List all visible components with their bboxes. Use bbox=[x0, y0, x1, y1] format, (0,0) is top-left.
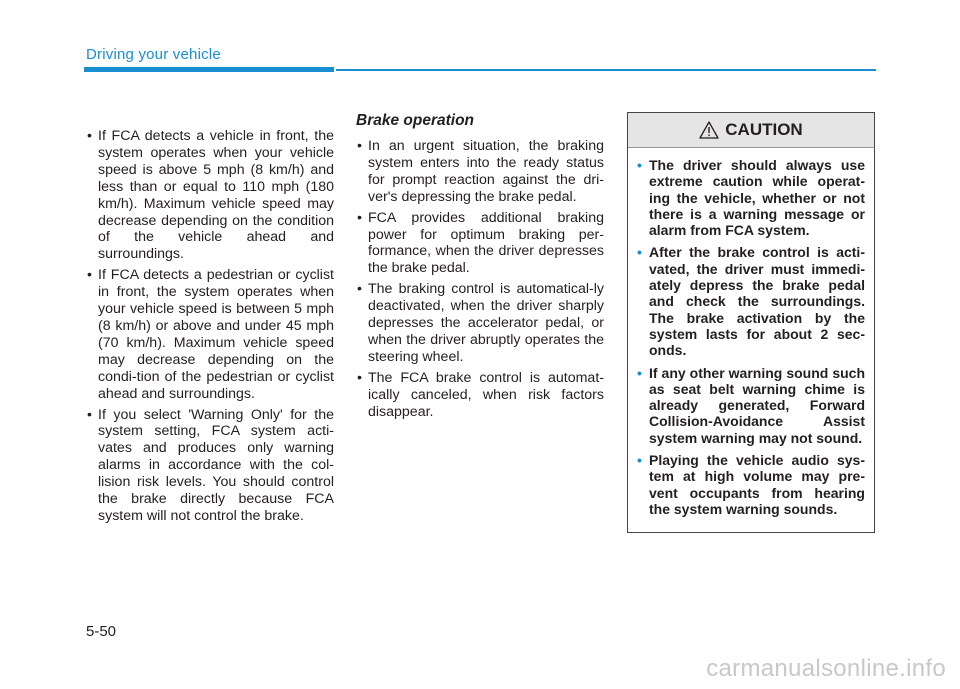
list-item: • Playing the vehicle audio sys-tem at high volume may pre-vent occupants from hearing the system warning sounds. bbox=[637, 452, 865, 517]
caution-box bbox=[627, 112, 875, 533]
list-item: • After the brake control is acti-vated, the driver must immedi-ately depress the brake pedal and check the surroundings. The brake activation by the system lasts for about 2 sec-onds. bbox=[637, 244, 865, 358]
warning-triangle-icon bbox=[699, 121, 719, 139]
list-item: • The FCA brake control is automat-ically canceled, when risk factors disappear. bbox=[356, 370, 604, 421]
bullet-list-middle bbox=[356, 138, 604, 421]
caution-title: CAUTION bbox=[725, 120, 803, 139]
header-rule-thin bbox=[336, 69, 876, 71]
list-item: • The braking control is automatical-ly deactivated, when the driver sharply depresses the accelerator pedal, or when the driver abruptly operates the steering wheel. bbox=[356, 281, 604, 366]
list-item: • If you select 'Warning Only' for the system setting, FCA system acti-vates and produces only warning alarms in accordance with the col-lision risk levels. You should control the brake directly because FCA system will not control the brake. bbox=[86, 407, 334, 525]
caution-header bbox=[628, 113, 874, 148]
section-title: Driving your vehicle bbox=[86, 46, 221, 63]
bullet-list-left bbox=[86, 128, 334, 525]
column-middle bbox=[356, 112, 604, 425]
page-number: 5-50 bbox=[86, 623, 117, 640]
column-left bbox=[86, 128, 334, 529]
list-item: • If any other warning sound such as seat belt warning chime is already generated, Forward Collision-Avoidance Assist system warning may not sound. bbox=[637, 365, 865, 446]
list-item: • FCA provides additional braking power for optimum braking per-formance, when the driver depresses the brake pedal. bbox=[356, 210, 604, 278]
caution-list bbox=[637, 157, 865, 517]
list-item: • In an urgent situation, the braking system enters into the ready status for prompt reaction against the dri-ver's depressing the brake pedal. bbox=[356, 138, 604, 206]
list-item: • The driver should always use extreme caution while operat-ing the vehicle, whether or not there is a warning message or alarm from FCA system. bbox=[637, 157, 865, 238]
list-item: • If FCA detects a pedestrian or cyclist in front, the system operates when your vehicle speed is between 5 mph (8 km/h) or above and under 45 mph (70 km/h). Maximum vehicle speed may decrease depending on the condi-tion of the pedestrian or cyclist ahead and surroundings. bbox=[86, 267, 334, 402]
list-item: • If FCA detects a vehicle in front, the system operates when your vehicle speed is above 5 mph (8 km/h) and less than or equal to 110 mph (180 km/h). Maximum vehicle speed may decrease depending on the condition of the vehicle ahead and surroundings. bbox=[86, 128, 334, 263]
header-rule-thick bbox=[84, 67, 334, 72]
brake-operation-heading: Brake operation bbox=[356, 112, 475, 129]
caution-body bbox=[628, 148, 874, 517]
watermark: carmanualsonline.info bbox=[706, 655, 946, 682]
